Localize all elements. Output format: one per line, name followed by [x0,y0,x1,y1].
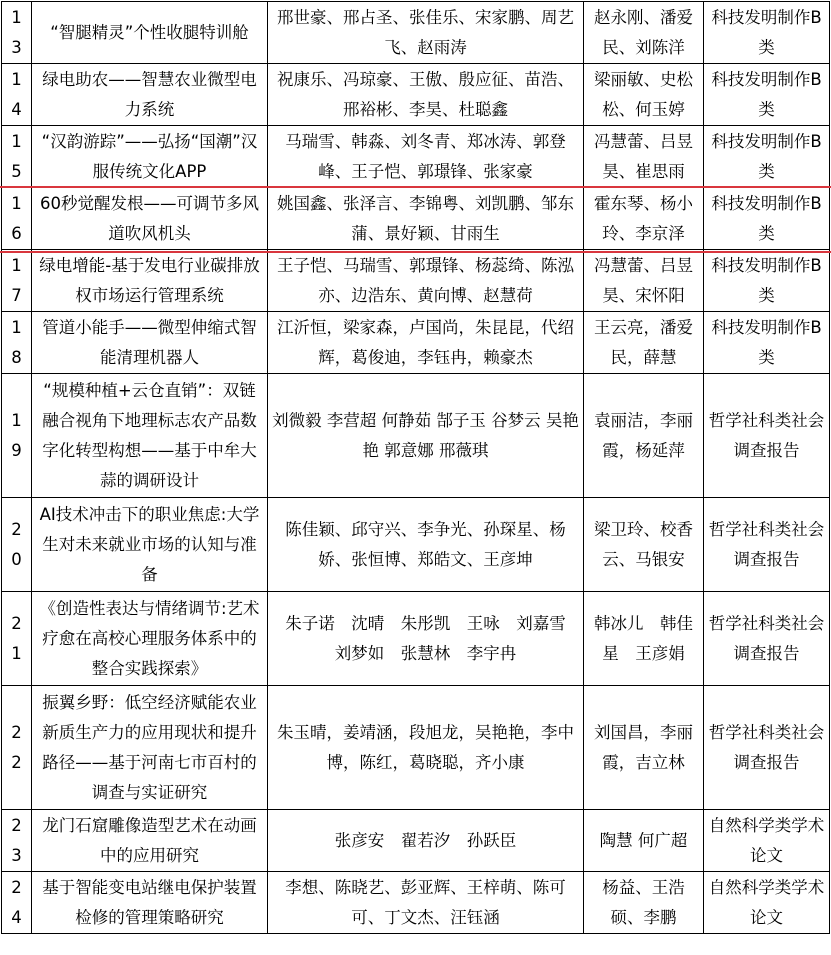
highlight-line-bottom [0,251,831,253]
category: 哲学社科类社会调查报告 [704,592,830,686]
team-members: 张彦安 翟若汐 孙跃臣 [268,810,584,872]
team-members: 朱子诺 沈晴 朱彤凯 王咏 刘嘉雪 刘梦如 张慧林 李宇冉 [268,592,584,686]
row-number: 2 4 [2,872,32,934]
table-row [2,810,830,872]
team-members: 王子恺、马瑞雪、郭璟锋、杨蕊绮、陈泓亦、边浩东、黄向博、赵慧荷 [268,250,584,312]
table-row [2,872,830,934]
row-number: 1 8 [2,312,32,374]
category: 科技发明制作B类 [704,126,830,188]
row-number: 1 6 [2,188,32,250]
row-number: 2 0 [2,498,32,592]
category: 科技发明制作B类 [704,312,830,374]
table-row [2,2,830,64]
project-title: “规模种植+云仓直销”：双链融合视角下地理标志农产品数字化转型构想——基于中牟大蒜的调研设计 [32,374,268,498]
advisors: 冯慧蕾、吕昱昊、宋怀阳 [584,250,704,312]
project-title: 绿电增能-基于发电行业碳排放权市场运行管理系统 [32,250,268,312]
row-number: 1 5 [2,126,32,188]
advisors: 袁丽洁，李丽霞，杨延萍 [584,374,704,498]
project-title: “智腿精灵”个性收腿特训舱 [32,2,268,64]
advisors: 王云亮，潘爱民，薛慧 [584,312,704,374]
table-row [2,312,830,374]
project-title: 基于智能变电站继电保护装置检修的管理策略研究 [32,872,268,934]
category: 科技发明制作B类 [704,250,830,312]
team-members: 姚国鑫、张泽言、李锦粤、刘凯鹏、邹东蒲、景好颖、甘雨生 [268,188,584,250]
advisors: 赵永刚、潘爱民、刘陈洋 [584,2,704,64]
row-number: 1 3 [2,2,32,64]
table-row [2,126,830,188]
category: 科技发明制作B类 [704,64,830,126]
project-title: 绿电助农——智慧农业微型电力系统 [32,64,268,126]
advisors: 杨益、王浩硕、李鹏 [584,872,704,934]
table-row [2,188,830,250]
row-number: 1 7 [2,250,32,312]
advisors: 梁丽敏、史松松、何玉婷 [584,64,704,126]
project-table [1,1,830,934]
advisors: 刘国昌，李丽霞，吉立林 [584,686,704,810]
advisors: 韩冰儿 韩佳星 王彦娟 [584,592,704,686]
team-members: 江沂恒，梁家森，卢国尚，朱昆昆，代绍辉，葛俊迪，李钰冉，赖豪杰 [268,312,584,374]
table-row [2,592,830,686]
advisors: 冯慧蕾、吕昱昊、崔思雨 [584,126,704,188]
project-title: 龙门石窟雕像造型艺术在动画中的应用研究 [32,810,268,872]
row-number: 2 2 [2,686,32,810]
team-members: 邢世豪、邢占圣、张佳乐、宋家鹏、周艺飞、赵雨涛 [268,2,584,64]
category: 自然科学类学术论文 [704,872,830,934]
row-number: 2 1 [2,592,32,686]
category: 哲学社科类社会调查报告 [704,498,830,592]
table-row [2,374,830,498]
team-members: 李想、陈晓艺、彭亚辉、王梓萌、陈可可、丁文杰、汪钰涵 [268,872,584,934]
team-members: 陈佳颖、邱守兴、李争光、孙琛星、杨娇、张恒博、郑皓文、王彦坤 [268,498,584,592]
project-title: 管道小能手——微型伸缩式智能清理机器人 [32,312,268,374]
team-members: 刘微毅 李营超 何静茹 郜子玉 谷梦云 吴艳艳 郭意娜 邢薇琪 [268,374,584,498]
highlight-line-top [0,186,831,188]
team-members: 朱玉晴，姜靖涵，段旭龙，吴艳艳，李中博，陈红，葛晓聪，齐小康 [268,686,584,810]
table-row [2,250,830,312]
advisors: 陶慧 何广超 [584,810,704,872]
table-row [2,686,830,810]
advisors: 霍东琴、杨小玲、李京泽 [584,188,704,250]
row-number: 1 9 [2,374,32,498]
project-title: 《创造性表达与情绪调节:艺术疗愈在高校心理服务体系中的整合实践探索》 [32,592,268,686]
project-title: 60秒觉醒发根——可调节多风道吹风机头 [32,188,268,250]
team-members: 祝康乐、冯琼豪、王傲、殷应征、苗浩、邢裕彬、李昊、杜聪鑫 [268,64,584,126]
category: 科技发明制作B类 [704,188,830,250]
advisors: 梁卫玲、校香云、马银安 [584,498,704,592]
row-number: 1 4 [2,64,32,126]
project-title: AI技术冲击下的职业焦虑:大学生对未来就业市场的认知与准备 [32,498,268,592]
category: 哲学社科类社会调查报告 [704,686,830,810]
table-row [2,498,830,592]
project-title: “汉韵游踪”——弘扬“国潮”汉服传统文化APP [32,126,268,188]
project-title: 振翼乡野：低空经济赋能农业新质生产力的应用现状和提升路径——基于河南七市百村的调查与实证研究 [32,686,268,810]
table-row [2,64,830,126]
category: 科技发明制作B类 [704,2,830,64]
category: 哲学社科类社会调查报告 [704,374,830,498]
team-members: 马瑞雪、韩淼、刘冬青、郑冰涛、郭登峰、王子恺、郭璟锋、张家豪 [268,126,584,188]
category: 自然科学类学术论文 [704,810,830,872]
row-number: 2 3 [2,810,32,872]
